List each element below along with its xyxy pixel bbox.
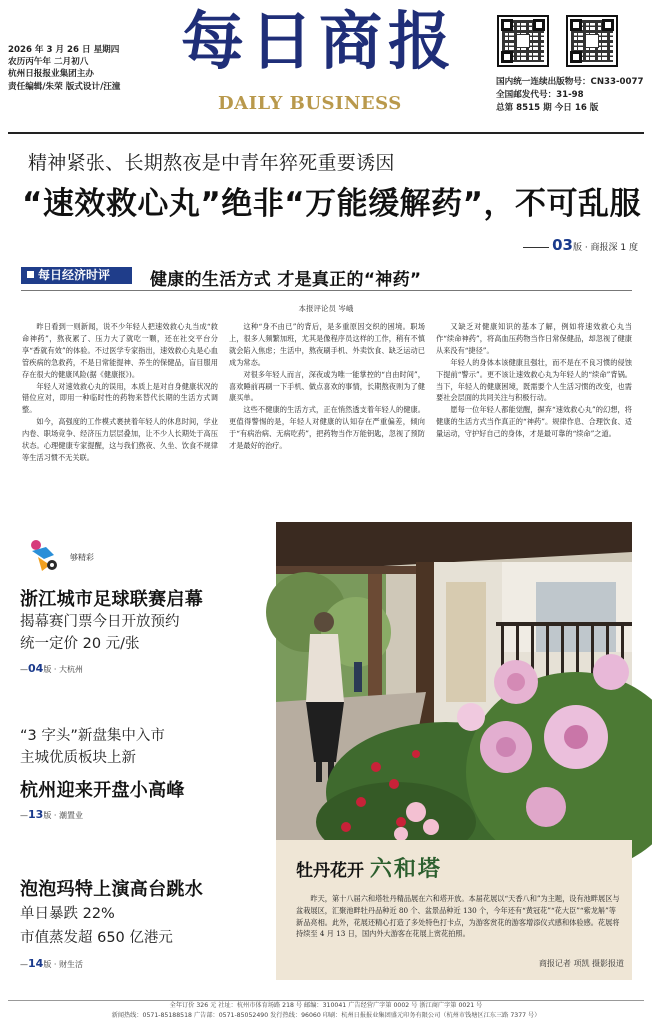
lead-page-ref[interactable] — [523, 236, 638, 254]
publication-codes — [496, 76, 646, 115]
publisher: 杭州日报报业集团主办 — [8, 69, 94, 80]
footer-line-2: 新闻热线：0571-85188518 广告部：0571-85052490 发行热线：96060 印刷：杭州日报报业集团盛元印务有限公司（杭州市钱塘区江东三路 7377 号） — [111, 1012, 541, 1019]
commentary-divider — [21, 290, 632, 291]
issue-number: 总第 8515 期 今日 16 版 — [496, 103, 599, 113]
postal-code: 全国邮发代号：31-98 — [496, 90, 584, 100]
football-brief-logo-icon — [24, 535, 64, 575]
masthead-divider — [8, 132, 644, 134]
footer-line-1: 全年订价 326 元 社址：杭州市体育场路 218 号 邮编：310041 广告经营广字第 0002 号 浙江商广字第 0021 号 — [169, 1002, 483, 1009]
issue-date: 2026 年 3 月 26 日 星期四 — [8, 45, 120, 55]
photo-story-title[interactable]: 牡丹花开 六和塔 — [296, 857, 442, 882]
story-title[interactable]: 泡泡玛特上演高台跳水 — [20, 879, 203, 900]
brief-section-name: 够精彩 — [70, 553, 94, 562]
cn-code: 国内统一连续出版物号：CN33-0077 — [496, 77, 644, 87]
logo-title-cn: 每日商报 — [181, 4, 457, 78]
story-page-ref[interactable]: —13版 · 潮置业 — [20, 808, 83, 821]
logo-title-en: DAILY BUSINESS — [218, 93, 402, 114]
story-subtitle: 单日暴跌 22% — [20, 906, 115, 922]
story-page-ref[interactable]: —04版 · 大杭州 — [20, 662, 83, 675]
qr-code-icon — [497, 15, 549, 67]
photo-credit: 商报记者 项凯 摄影报道 — [538, 959, 624, 968]
editors: 责任编辑/朱荣 版式设计/汪潼 — [8, 81, 121, 92]
story-title[interactable]: 浙江城市足球联赛启幕 — [20, 589, 203, 610]
story-subtitle: “3 字头”新盘集中入市 — [20, 728, 165, 744]
commentary-title[interactable]: 健康的生活方式 才是真正的“神药” — [150, 270, 422, 290]
story-subtitle: 揭幕赛门票今日开放预约 — [20, 614, 180, 630]
photo-story-place: 六和塔 — [369, 857, 442, 882]
story-subtitle: 统一定价 20 元/张 — [20, 636, 140, 652]
lunar-date: 农历丙午年 二月初八 — [8, 57, 89, 68]
footer — [8, 1000, 644, 1020]
story-subtitle: 市值蒸发超 650 亿港元 — [20, 930, 173, 946]
story-subtitle: 主城优质板块上新 — [20, 750, 136, 766]
commentary-column-1: 昨日看到一则新闻，说不少年轻人把速效救心丸当成“救命神药”，熬夜累了、压力大了就吃一颗，还在社交平台分享“香就有效”的体验。不过医学专家指出，速效救心丸是心血管疾病的急救药，不是日常能提神、养生的保健品，盲目服用存在很大的健康风险(据《健康报》)。 年轻人对速效救心丸的误用，本质上是对自身健康状况的错位应对，即用一种临时性的药物来替代长期的生活方式调整。 如今，高强度的工作模式裹挟着年轻人的休息时间，学业内卷、职场竞争、经济压力层层叠加，让不少人长期处于高压状态。心理健康专家提醒，这与我们熬夜、久坐、饮食不规律等生活习惯不无关联。 — [22, 322, 218, 462]
lead-kicker: 精神紧张、长期熬夜是中青年猝死重要诱因 — [28, 152, 395, 174]
qr-code-icon — [566, 15, 618, 67]
page-number: 03 — [552, 236, 573, 254]
newspaper-logo — [158, 2, 480, 80]
peony-photo[interactable] — [276, 522, 632, 840]
peony-garden-image — [276, 522, 632, 840]
photo-story-text: 昨天，第十八届六和塔牡丹精品展在六和塔开放。本届花展以“天香八和”为主题，设有池畔展区与盆栽展区，汇聚池畔牡丹品种近 80 个、盆景品种近 130 个，今年还有“黄冠花”“花大臣”“紫龙斛”等新品亮相。此外，花展还精心打造了多处特色打卡点，为游客赏花的游客增添仪式感和体验感。花展将持续至 4 月 13 日，国内外大游客在花展上赏花拍照。 — [296, 894, 620, 939]
commentary-byline: 本报评论员 岑峨 — [298, 304, 354, 313]
masthead-info — [8, 44, 168, 93]
lead-headline[interactable]: “速效救心丸”绝非“万能缓解药”，不可乱服 — [22, 186, 641, 222]
column-tag: 每日经济时评 — [21, 267, 132, 284]
story-title[interactable]: 杭州迎来开盘小高峰 — [20, 780, 185, 801]
story-page-ref[interactable]: —14版 · 财生活 — [20, 957, 83, 970]
page-label: 版 · 商报深 1 度 — [572, 243, 638, 253]
commentary-column-3: 又缺乏对健康知识的基本了解，例如将速效救心丸当作“续命神药”，将高血压药物当作日常保健品，却忽视了健康从来没有“捷径”。 年轻人的身体本该健康且强壮，而不是在不良习惯的侵蚀下提前“警示”。更不该让速效救心丸为年轻人的“续命”背锅。当下，年轻人的健康困境，既需要个人生活习惯的改变，也需要社会层面的共同关注与积极行动。 愿每一位年轻人都能觉醒，摒弃“速效救心丸”的幻想，将健康的生活方式当作真正的“神药”。规律作息、合理饮食、适量运动，守护好自己的身体，才是最可靠的“续命”之道。 — [436, 322, 632, 439]
commentary-column-2: 这种“身不由已”的背后，是多重原因交织的困境。职场上，很多人频繁加班，尤其是像程序员这样的工作，稍有不慎就会陷入焦虑；生活中，熬夜刷手机、外卖饮食、缺乏运动已成为常态。 对很多年轻人而言，深夜或为唯一能掌控的“自由时间”，喜欢睡前再刷一下手机、做点喜欢的事情，长期熬夜则为了健康买单。 这些不健康的生活方式，正在悄然透支着年轻人的健康。更值得警惕的是，年轻人对健康的认知存在严重偏差，倾向于“有病治病、无病吃药”，把药物当作万能钥匙，忽视了预防才是最好的治疗。 — [229, 322, 425, 451]
